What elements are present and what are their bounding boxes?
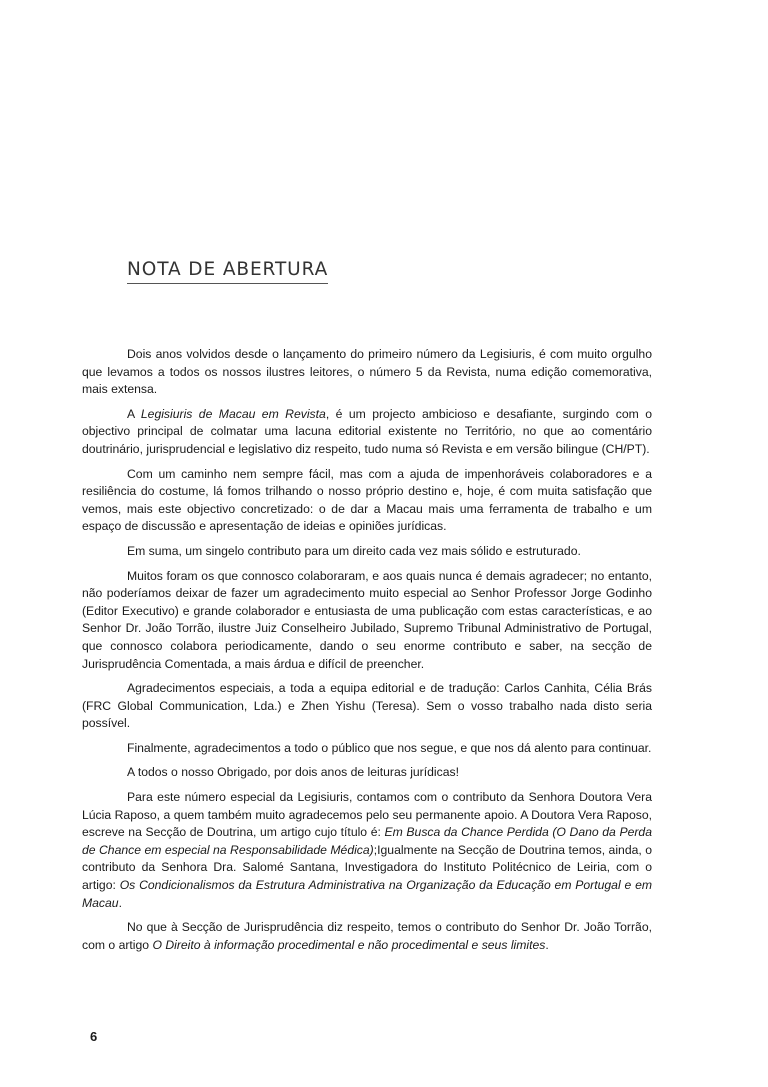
paragraph bbox=[82, 789, 652, 912]
text-run: , é um projecto ambicioso e desafiante, surgindo com o objectivo principal de colmatar uma lacuna editorial existente no Território, no que ao comentário doutrinário, jurisprudencial e legislativo diz respeito, tudo numa só Revista e em versão bilingue (CH/PT). bbox=[82, 406, 652, 456]
italic-text: Em Busca da Chance Perdida (O Dano da Perda de Chance em especial na Responsabilidade Médica) bbox=[82, 825, 652, 857]
text-run: Agradecimentos especiais, a toda a equipa editorial e de tradução: Carlos Canhita, Célia Brás (FRC Global Communication, Lda.) e Zhen Yishu (Teresa). Sem o vosso trabalho nada disto seria possível. bbox=[82, 681, 652, 731]
text-run: Finalmente, agradecimentos a todo o público que nos segue, e que nos dá alento para continuar. bbox=[127, 740, 652, 755]
text-run: Em suma, um singelo contributo para um direito cada vez mais sólido e estruturado. bbox=[127, 543, 581, 558]
paragraph bbox=[82, 740, 652, 758]
text-run: Com um caminho nem sempre fácil, mas com a ajuda de impenhoráveis colaboradores e a resiliência do costume, lá fomos trilhando o nosso próprio destino e, hoje, é com muita satisfação que vemos, mais este objectivo concretizado: o de dar a Macau mais uma ferramenta de trabalho e um espaço de discussão e apresentação de ideias e opiniões jurídicas. bbox=[82, 466, 652, 534]
text-run: ;Igualmente na Secção de Doutrina temos, ainda, o contributo da Senhora Dra. Salomé Santana, Investigadora do Instituto Politécnico de Leiria, com o artigo: bbox=[82, 842, 652, 893]
paragraph bbox=[82, 680, 652, 733]
page-title: NOTA DE ABERTURA bbox=[127, 259, 328, 284]
italic-text: Legisiuris de Macau em Revista bbox=[140, 406, 326, 421]
paragraph bbox=[82, 543, 652, 561]
paragraph bbox=[82, 764, 652, 782]
text-run: A todos o nosso Obrigado, por dois anos de leituras jurídicas! bbox=[127, 765, 459, 780]
text-run: A bbox=[127, 406, 141, 421]
paragraph bbox=[82, 919, 652, 954]
page-number: 6 bbox=[90, 1029, 98, 1044]
italic-text: Os Condicionalismos da Estrutura Administrativa na Organização da Educação em Portugal e em Macau bbox=[82, 878, 652, 910]
text-run: . bbox=[545, 937, 549, 952]
text-run: Para este número especial da Legisiuris, contamos com o contributo da Senhora Doutora Vera Lúcia Raposo, a quem também muito agradecemos pelo seu permanente apoio. A Doutora Vera Raposo, escreve na Secção de Doutrina, um artigo cujo título é: bbox=[82, 790, 652, 840]
text-run: . bbox=[118, 895, 122, 910]
article-body bbox=[82, 346, 652, 961]
text-run: Dois anos volvidos desde o lançamento do primeiro número da Legisiuris, é com muito orgulho que levamos a todos os nossos ilustres leitores, o número 5 da Revista, numa edição comemorativa, mais extensa. bbox=[82, 347, 652, 397]
text-run: No que à Secção de Jurisprudência diz respeito, temos o contributo do Senhor Dr. João Torrão, com o artigo bbox=[82, 920, 652, 952]
paragraph bbox=[82, 406, 652, 459]
paragraph bbox=[82, 466, 652, 536]
paragraph bbox=[82, 568, 652, 674]
italic-text: O Direito à informação procedimental e não procedimental e seus limites bbox=[152, 937, 546, 952]
paragraph bbox=[82, 346, 652, 399]
text-run: Muitos foram os que connosco colaboraram, e aos quais nunca é demais agradecer; no entanto, não poderíamos deixar de fazer um agradecimento muito especial ao Senhor Professor Jorge Godinho (Editor Executivo) e grande colaborador e entusiasta de uma publicação com estas características, e ao Senhor Dr. João Torrão, ilustre Juiz Conselheiro Jubilado, Supremo Tribunal Administrativo de Portugal, que connosco colabora periodicamente, dando o seu enorme contributo e saber, na secção de Jurisprudência Comentada, a mais árdua e difícil de preencher. bbox=[82, 568, 652, 671]
